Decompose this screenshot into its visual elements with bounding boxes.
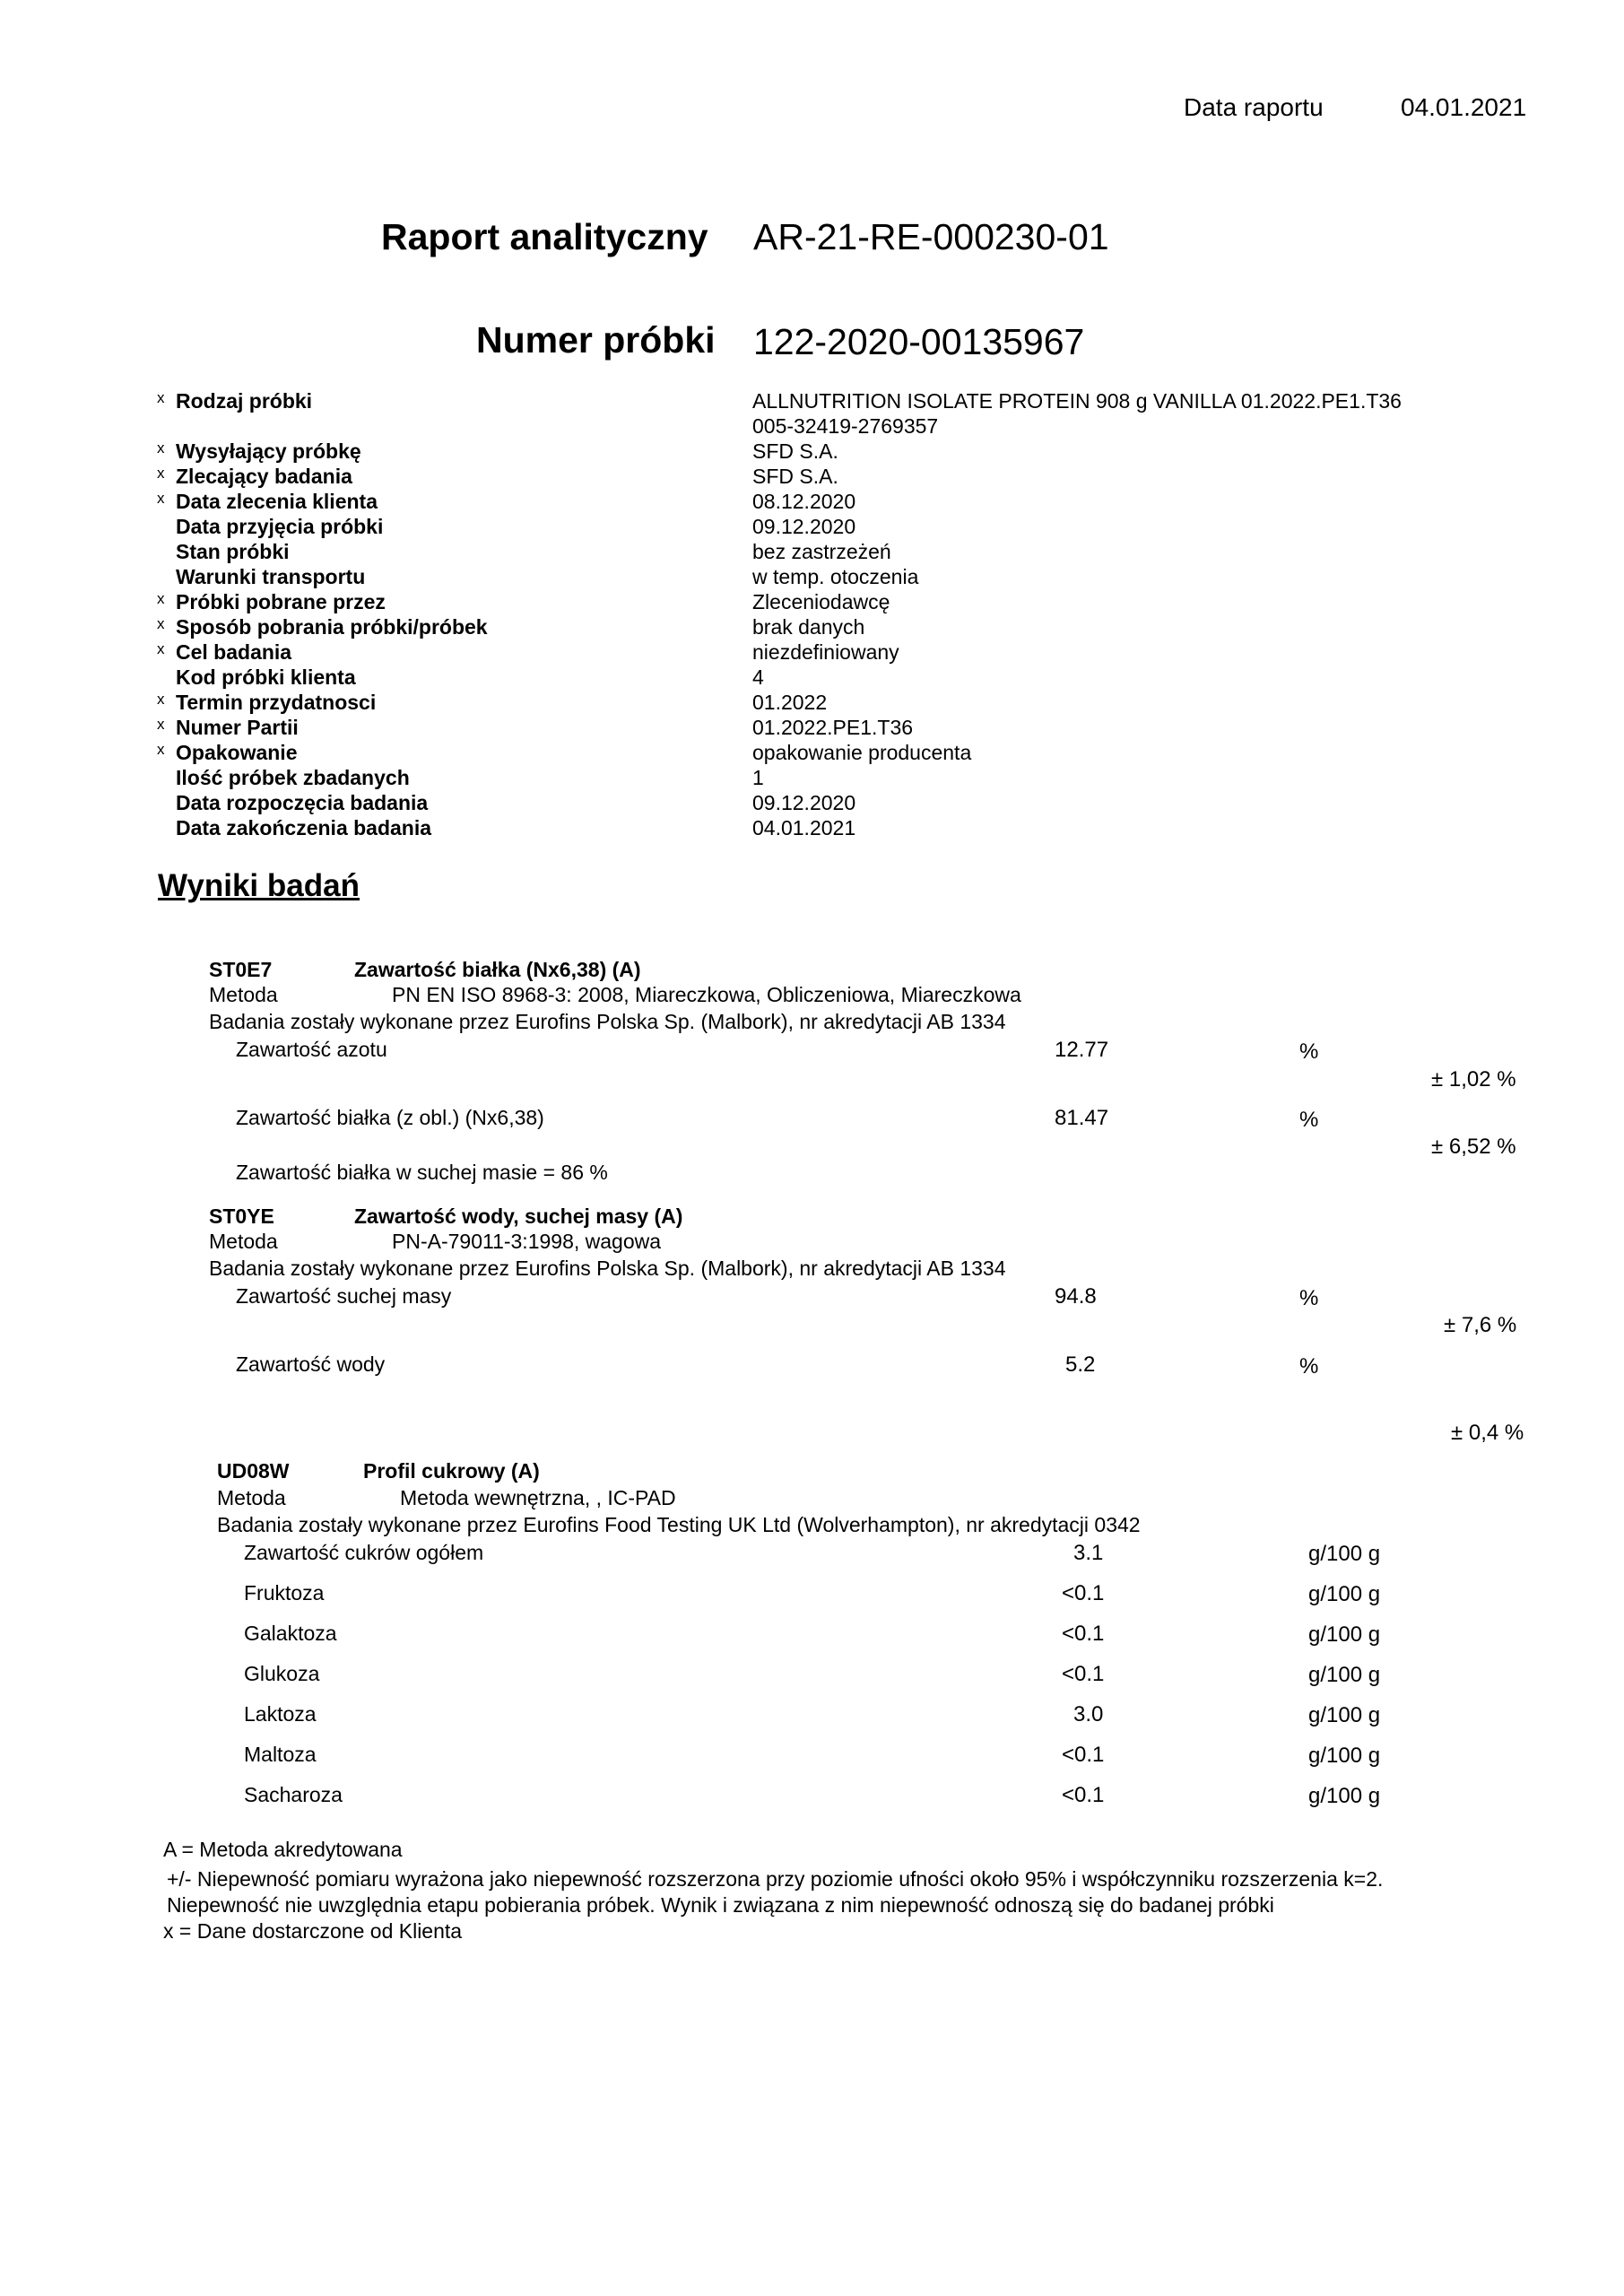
info-row	[157, 665, 1529, 691]
info-label: Rodzaj próbki	[176, 389, 313, 413]
info-row	[157, 590, 1529, 615]
report-date-label: Data raportu	[1184, 93, 1324, 121]
client-data-mark: x	[157, 465, 165, 482]
client-data-mark: x	[157, 640, 165, 657]
info-row	[157, 515, 1529, 540]
report-title-label: Raport analityczny	[381, 216, 708, 257]
info-label: Cel badania	[176, 640, 292, 664]
sugar-row-name: Fruktoza	[244, 1581, 325, 1605]
info-value: 08.12.2020	[752, 490, 856, 513]
info-value: SFD S.A.	[752, 465, 838, 488]
info-value: 04.01.2021	[752, 816, 856, 839]
sugar-row-unit: g/100 g	[1308, 1663, 1381, 1687]
info-value: brak danych	[752, 615, 865, 639]
client-data-mark: x	[157, 439, 165, 457]
info-row	[157, 439, 1529, 465]
info-value: Zleceniodawcę	[752, 590, 890, 613]
footer-accredited-note: A = Metoda akredytowana	[163, 1838, 403, 1861]
info-value: 01.2022.PE1.T36	[752, 716, 914, 739]
sec2-code: ST0YE	[209, 1205, 274, 1228]
footer-uncertainty-line1: +/- Niepewność pomiaru wyrażona jako niepewność rozszerzona przy poziomie ufności około 95% i współczynniku rozszerzenia k=2.	[167, 1867, 1384, 1891]
sugar-row-value: 3.0	[1073, 1702, 1104, 1726]
sec1-method-label: Metoda	[209, 983, 278, 1006]
client-data-mark: x	[157, 389, 165, 406]
sugar-row-name: Galaktoza	[244, 1622, 337, 1645]
sec2-row2-uncertainty: ± 0,4 %	[1451, 1421, 1524, 1445]
info-value: bez zastrzeżeń	[752, 540, 891, 563]
sugar-row-value: <0.1	[1062, 1622, 1105, 1646]
sec1-title: Zawartość białka (Nx6,38) (A)	[354, 958, 641, 981]
sec1-note: Zawartość białka w suchej masie = 86 %	[236, 1161, 608, 1184]
info-row	[157, 615, 1529, 640]
sec3-method: Metoda wewnętrzna, , IC-PAD	[400, 1486, 676, 1509]
sugar-row-name: Maltoza	[244, 1743, 317, 1766]
sugar-row-value: <0.1	[1062, 1743, 1105, 1767]
client-data-mark: x	[157, 691, 165, 708]
sec1-row1-unit: %	[1299, 1039, 1319, 1064]
info-value: 4	[752, 665, 764, 689]
info-value: 005-32419-2769357	[752, 414, 939, 438]
sec1-row1-value: 12.77	[1055, 1038, 1109, 1062]
sugar-row-value: <0.1	[1062, 1662, 1105, 1686]
info-label: Termin przydatnosci	[176, 691, 377, 714]
sec1-row1-uncertainty: ± 1,02 %	[1431, 1067, 1516, 1091]
info-row	[157, 465, 1529, 490]
info-value: opakowanie producenta	[752, 741, 972, 764]
sample-title-label: Numer próbki	[476, 319, 716, 361]
report-date-value: 04.01.2021	[1401, 93, 1527, 121]
sugar-row-value: <0.1	[1062, 1581, 1105, 1605]
sugar-row-value: <0.1	[1062, 1783, 1105, 1807]
sec1-row1-name: Zawartość azotu	[236, 1038, 387, 1061]
info-row	[157, 791, 1529, 816]
sec3-lab: Badania zostały wykonane przez Eurofins Food Testing UK Ltd (Wolverhampton), nr akredytacji 0342	[217, 1513, 1141, 1536]
info-label: Zlecający badania	[176, 465, 352, 488]
sec3-title: Profil cukrowy (A)	[363, 1459, 540, 1483]
footer-uncertainty-line2: Niepewność nie uwzględnia etapu pobierania próbek. Wynik i związana z nim niepewność odnoszą się do badanej próbki	[167, 1893, 1274, 1917]
info-label: Data zakończenia badania	[176, 816, 432, 839]
sugar-row-unit: g/100 g	[1308, 1784, 1381, 1808]
info-row	[157, 490, 1529, 515]
sec2-row1-uncertainty: ± 7,6 %	[1444, 1313, 1517, 1337]
sec1-lab: Badania zostały wykonane przez Eurofins Polska Sp. (Malbork), nr akredytacji AB 1334	[209, 1010, 1006, 1033]
info-value: 1	[752, 766, 764, 789]
sugar-row-unit: g/100 g	[1308, 1622, 1381, 1647]
info-label: Data zlecenia klienta	[176, 490, 378, 513]
sugar-row-unit: g/100 g	[1308, 1542, 1381, 1566]
info-row	[157, 716, 1529, 741]
sec2-title: Zawartość wody, suchej masy (A)	[354, 1205, 683, 1228]
info-label: Stan próbki	[176, 540, 290, 563]
info-label: Numer Partii	[176, 716, 299, 739]
sec2-row2-name: Zawartość wody	[236, 1352, 386, 1376]
sec1-row2-uncertainty: ± 6,52 %	[1431, 1135, 1516, 1159]
client-data-mark: x	[157, 716, 165, 733]
info-row	[157, 741, 1529, 766]
sec2-method-label: Metoda	[209, 1230, 278, 1253]
info-label: Opakowanie	[176, 741, 298, 764]
client-data-mark: x	[157, 741, 165, 758]
report-number: AR-21-RE-000230-01	[753, 216, 1109, 257]
footer-client-data-note: x = Dane dostarczone od Klienta	[163, 1919, 463, 1943]
info-label: Ilość próbek zbadanych	[176, 766, 410, 789]
sugar-row-name: Zawartość cukrów ogółem	[244, 1541, 484, 1564]
sec3-code: UD08W	[217, 1459, 290, 1483]
sugar-row-name: Laktoza	[244, 1702, 317, 1726]
info-value: 09.12.2020	[752, 791, 856, 814]
sec1-row2-name: Zawartość białka (z obl.) (Nx6,38)	[236, 1106, 544, 1129]
sec2-row1-value: 94.8	[1055, 1284, 1097, 1309]
sec2-method: PN-A-79011-3:1998, wagowa	[392, 1230, 662, 1253]
info-value: w temp. otoczenia	[752, 565, 919, 588]
info-value: niezdefiniowany	[752, 640, 899, 664]
client-data-mark: x	[157, 590, 165, 607]
info-row	[157, 565, 1529, 590]
info-label: Próbki pobrane przez	[176, 590, 386, 613]
info-row	[157, 766, 1529, 791]
sec3-method-label: Metoda	[217, 1486, 286, 1509]
info-value: 01.2022	[752, 691, 828, 714]
sec2-row2-value: 5.2	[1065, 1352, 1096, 1377]
sugar-row-unit: g/100 g	[1308, 1703, 1381, 1727]
sec2-row1-unit: %	[1299, 1286, 1319, 1310]
sec2-lab: Badania zostały wykonane przez Eurofins Polska Sp. (Malbork), nr akredytacji AB 1334	[209, 1257, 1006, 1280]
info-label: Wysyłający próbkę	[176, 439, 361, 463]
info-label: Data przyjęcia próbki	[176, 515, 384, 538]
info-label: Sposób pobrania próbki/próbek	[176, 615, 488, 639]
results-heading: Wyniki badań	[158, 868, 360, 903]
sample-info-table	[157, 389, 1529, 841]
sugar-row-unit: g/100 g	[1308, 1744, 1381, 1768]
info-label: Warunki transportu	[176, 565, 366, 588]
info-row	[157, 640, 1529, 665]
sec2-row2-unit: %	[1299, 1354, 1319, 1378]
sample-number: 122-2020-00135967	[753, 321, 1085, 362]
info-row	[157, 389, 1529, 414]
client-data-mark: x	[157, 615, 165, 632]
info-label: Data rozpoczęcia badania	[176, 791, 429, 814]
sec1-row2-value: 81.47	[1055, 1106, 1109, 1130]
client-data-mark: x	[157, 490, 165, 507]
info-row	[157, 414, 1529, 439]
sec2-row1-name: Zawartość suchej masy	[236, 1284, 452, 1308]
sec1-row2-unit: %	[1299, 1108, 1319, 1132]
sugar-row-value: 3.1	[1073, 1541, 1104, 1565]
info-value: ALLNUTRITION ISOLATE PROTEIN 908 g VANILLA 01.2022.PE1.T36	[752, 389, 1402, 413]
sugar-row-name: Glukoza	[244, 1662, 320, 1685]
sec1-code: ST0E7	[209, 958, 273, 981]
info-value: 09.12.2020	[752, 515, 856, 538]
info-row	[157, 816, 1529, 841]
sugar-row-name: Sacharoza	[244, 1783, 343, 1806]
sec1-method: PN EN ISO 8968-3: 2008, Miareczkowa, Obliczeniowa, Miareczkowa	[392, 983, 1021, 1006]
info-value: SFD S.A.	[752, 439, 838, 463]
info-label: Kod próbki klienta	[176, 665, 356, 689]
sugar-row-unit: g/100 g	[1308, 1582, 1381, 1606]
info-row	[157, 691, 1529, 716]
info-row	[157, 540, 1529, 565]
